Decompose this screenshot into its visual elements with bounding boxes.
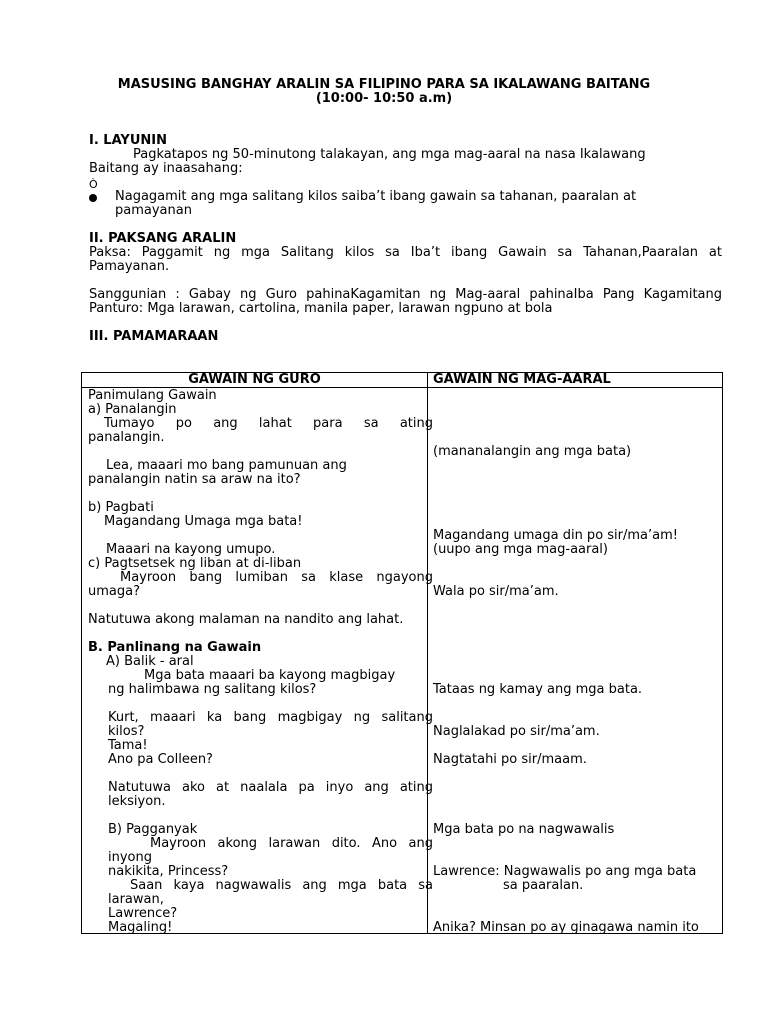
mag-aaral-line: Mga bata po na nagwawalis bbox=[433, 822, 615, 837]
guro-line: ng halimbawa ng salitang kilos? bbox=[108, 682, 317, 697]
mag-aaral-line: Naglalakad po sir/ma’am. bbox=[433, 724, 600, 739]
guro-line: c) Pagtsetsek ng liban at di-liban bbox=[88, 556, 302, 571]
section-heading-pamamaraan: III. PAMAMARAAN bbox=[89, 329, 219, 344]
guro-line: Natutuwa akong malaman na nandito ang lahat. bbox=[88, 612, 404, 627]
guro-line: A) Balik - aral bbox=[106, 654, 194, 669]
guro-line: Natutuwa ako at naalala pa inyo ang ating bbox=[108, 780, 433, 795]
objective-line2: pamayanan bbox=[115, 203, 192, 218]
mag-aaral-line: Lawrence: Nagwawalis po ang mga bata bbox=[433, 864, 697, 879]
layunin-intro-line2: Baitang ay inaasahang: bbox=[89, 161, 243, 176]
sanggunian-line2: Panturo: Mga larawan, cartolina, manila paper, larawan ngpuno at bola bbox=[89, 301, 553, 316]
guro-line: a) Panalangin bbox=[88, 402, 177, 417]
guro-line: Panimulang Gawain bbox=[88, 388, 217, 403]
mag-aaral-line: Magandang umaga din po sir/ma’am! bbox=[433, 528, 678, 543]
guro-line: Tama! bbox=[108, 738, 148, 753]
guro-line: B) Pagganyak bbox=[108, 822, 198, 837]
guro-line: Maaari na kayong umupo. bbox=[106, 542, 276, 557]
mag-aaral-column bbox=[428, 388, 723, 934]
guro-line: panalangin. bbox=[88, 430, 165, 445]
mag-aaral-line: Nagtatahi po sir/maam. bbox=[433, 752, 587, 767]
symbol-glyph-icon: Ò bbox=[89, 178, 98, 191]
mag-aaral-line: Wala po sir/ma’am. bbox=[433, 584, 559, 599]
guro-line: Lea, maaari mo bang pamunuan ang bbox=[106, 458, 347, 473]
layunin-intro-line1: Pagkatapos ng 50-minutong talakayan, ang mga mag-aaral na nasa Ikalawang bbox=[133, 147, 646, 162]
mag-aaral-line: sa paaralan. bbox=[503, 878, 584, 893]
mag-aaral-line: (uupo ang mga mag-aaral) bbox=[433, 542, 608, 557]
section-heading-layunin: I. LAYUNIN bbox=[89, 133, 167, 148]
column-header-guro: GAWAIN NG GURO bbox=[82, 373, 428, 388]
paksa-line1: Paksa: Paggamit ng mga Salitang kilos sa Iba’t ibang Gawain sa Tahanan,Paaralan at bbox=[89, 245, 722, 260]
guro-line: nakikita, Princess? bbox=[108, 864, 229, 879]
guro-line: umaga? bbox=[88, 584, 140, 599]
mag-aaral-line: (mananalangin ang mga bata) bbox=[433, 444, 632, 459]
lesson-plan-table bbox=[81, 372, 723, 934]
guro-line: Kurt, maaari ka bang magbigay ng salitang bbox=[108, 710, 433, 725]
mag-aaral-line: Tataas ng kamay ang mga bata. bbox=[433, 682, 643, 697]
guro-line: Mga bata maaari ba kayong magbigay bbox=[144, 668, 396, 683]
table-header-row bbox=[82, 373, 723, 388]
guro-line: B. Panlinang na Gawain bbox=[88, 640, 262, 655]
column-header-mag-aaral: GAWAIN NG MAG-AARAL bbox=[428, 373, 723, 388]
guro-line: panalangin natin sa araw na ito? bbox=[88, 472, 301, 487]
guro-line: Saan kaya nagwawalis ang mga bata sa bbox=[130, 878, 433, 893]
guro-line: Ano pa Colleen? bbox=[108, 752, 213, 767]
sanggunian-line1: Sanggunian : Gabay ng Guro pahinaKagamitan ng Mag-aaral pahinaIba Pang Kagamitang bbox=[89, 287, 722, 302]
section-heading-paksang-aralin: II. PAKSANG ARALIN bbox=[89, 231, 237, 246]
guro-line: b) Pagbati bbox=[88, 500, 154, 515]
guro-line: inyong bbox=[108, 850, 152, 865]
guro-line: Tumayo po ang lahat para sa ating bbox=[104, 416, 433, 431]
guro-line: Mayroon bang lumiban sa klase ngayong bbox=[120, 570, 433, 585]
document-time: (10:00- 10:50 a.m) bbox=[315, 91, 453, 106]
guro-line: Mayroon akong larawan dito. Ano ang bbox=[150, 836, 433, 851]
guro-column bbox=[82, 388, 433, 935]
guro-line: Magaling! bbox=[108, 920, 173, 935]
guro-line: Magandang Umaga mga bata! bbox=[104, 514, 303, 529]
mag-aaral-line: Anika? Minsan po ay ginagawa namin ito bbox=[433, 920, 699, 935]
document-title: MASUSING BANGHAY ARALIN SA FILIPINO PARA SA IKALAWANG BAITANG bbox=[117, 77, 651, 92]
paksa-line2: Pamayanan. bbox=[89, 259, 170, 274]
bullet-icon bbox=[89, 194, 97, 202]
objective-line1: Nagagamit ang mga salitang kilos saiba’t ibang gawain sa tahanan, paaralan at bbox=[115, 189, 637, 204]
guro-line: Lawrence? bbox=[108, 906, 178, 921]
guro-line: larawan, bbox=[108, 892, 164, 907]
guro-line: kilos? bbox=[108, 724, 145, 739]
guro-line: leksiyon. bbox=[108, 794, 166, 809]
